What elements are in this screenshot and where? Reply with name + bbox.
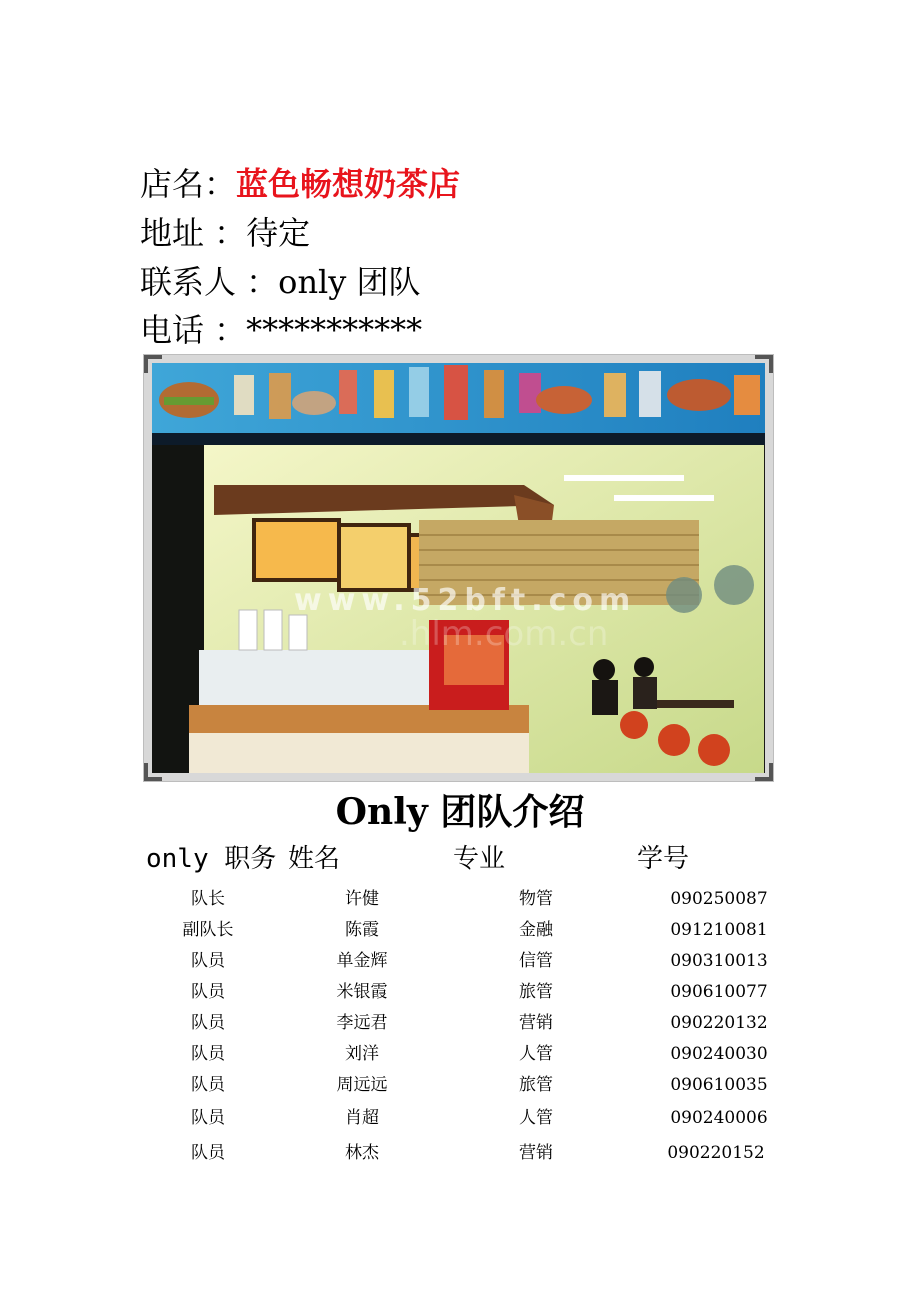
member-name: 单金辉 [336, 951, 388, 971]
member-name: 周远远 [336, 1075, 388, 1095]
header-name: 姓名 [288, 844, 341, 874]
member-role: 队员 [191, 1108, 225, 1128]
table-row [0, 977, 920, 1007]
member-major: 营销 [519, 1013, 553, 1033]
address-line: 地址 ：待定 [140, 214, 311, 252]
table-row [0, 915, 920, 945]
member-id: 090250087 [670, 889, 768, 909]
member-role: 队员 [191, 1013, 225, 1033]
shop-name-value: 蓝色畅想奶茶店 [236, 165, 461, 203]
member-role: 队员 [191, 951, 225, 971]
table-row [0, 1008, 920, 1038]
member-id: 090310013 [670, 951, 768, 971]
table-row [0, 1070, 920, 1100]
phone-line: 电话 ：*********** [140, 311, 423, 349]
member-major: 人管 [519, 1108, 553, 1128]
shop-photo-illustration [144, 355, 773, 781]
member-id: 091210081 [670, 920, 768, 940]
member-id: 090610035 [670, 1075, 768, 1095]
member-major: 金融 [519, 920, 553, 940]
member-name: 许健 [345, 889, 379, 909]
member-major: 物管 [519, 889, 553, 909]
table-row [0, 946, 920, 976]
member-role: 队员 [191, 1044, 225, 1064]
header-id: 学号 [637, 844, 690, 874]
table-row [0, 1039, 920, 1069]
member-id: 090220132 [670, 1013, 768, 1033]
member-name: 李远君 [336, 1013, 388, 1033]
frame-corner [144, 763, 162, 781]
watermark-main: www.52bft.com [294, 583, 637, 618]
member-name: 刘洋 [345, 1044, 379, 1064]
frame-corner [144, 355, 162, 373]
table-row [0, 1138, 920, 1168]
member-id: 090240030 [670, 1044, 768, 1064]
member-id: 090220152 [667, 1143, 765, 1163]
member-major: 旅管 [519, 982, 553, 1002]
shop-name-line [140, 164, 460, 204]
frame-corner [755, 355, 773, 373]
member-role: 副队长 [182, 920, 234, 940]
table-row [0, 884, 920, 914]
member-role: 队员 [191, 1143, 225, 1163]
watermark-sub: .hlm.com.cn [399, 614, 609, 654]
shop-photo [143, 354, 774, 782]
member-major: 人管 [519, 1044, 553, 1064]
table-row [0, 1103, 920, 1133]
member-role: 队员 [191, 1075, 225, 1095]
frame-corner [755, 763, 773, 781]
member-major: 信管 [519, 951, 553, 971]
member-id: 090240006 [670, 1108, 768, 1128]
team-title: Only 团队介绍 [335, 791, 585, 833]
member-major: 旅管 [519, 1075, 553, 1095]
header-role: only 职务 [146, 844, 277, 874]
member-role: 队长 [191, 889, 225, 909]
member-name: 米银霞 [336, 982, 388, 1002]
member-name: 肖超 [345, 1108, 379, 1128]
header-major: 专业 [453, 844, 506, 874]
shop-name-label: 店名： [140, 165, 237, 203]
member-name: 林杰 [345, 1143, 379, 1163]
member-role: 队员 [191, 982, 225, 1002]
contact-line: 联系人 ：only 团队 [140, 263, 421, 301]
member-name: 陈霞 [345, 920, 379, 940]
member-id: 090610077 [670, 982, 768, 1002]
member-major: 营销 [519, 1143, 553, 1163]
